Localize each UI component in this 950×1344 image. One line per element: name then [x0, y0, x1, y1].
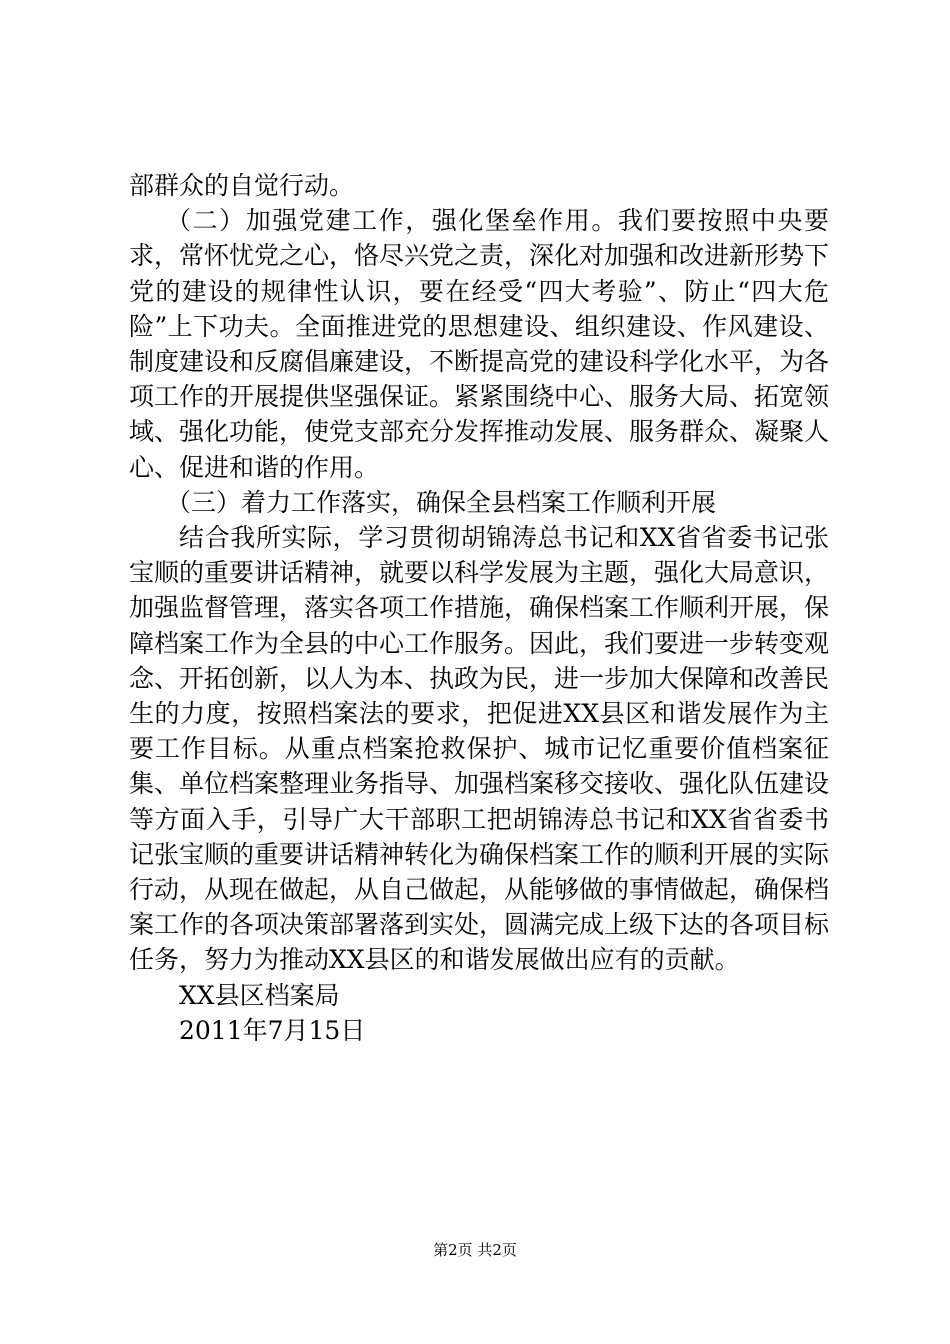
continuation-paragraph: 部群众的自觉行动。 [129, 171, 355, 200]
page-footer [0, 1240, 950, 1260]
signature-date: 2011年7月15日 [179, 1015, 366, 1045]
section-three-heading: （三）着力工作落实，确保全县档案工作顺利开展 [166, 487, 717, 517]
section-two-paragraph: （二）加强党建工作，强化堡垒作用。我们要按照中央要求，常怀忧党之心，恪尽兴党之责，深化对加强和改进新形势下党的建设的规律性认识，要在经受“四大考验”、防止“四大危险”上下功夫。全面推进党的思想建设、组织建设、作风建设、制度建设和反腐倡廉建设，不断提高党的建设科学化水平，为各项工作的开展提供坚强保证。紧紧围绕中心、服务大局、拓宽领域、强化功能，使党支部充分发挥推动发展、服务群众、凝聚人心、促进和谐的作用。 [129, 206, 830, 482]
signature-organization: XX县区档案局 [179, 980, 340, 1010]
section-three-paragraph: 结合我所实际，学习贯彻胡锦涛总书记和XX省省委书记张宝顺的重要讲话精神，就要以科学发展为主题，强化大局意识，加强监督管理，落实各项工作措施，确保档案工作顺利开展，保障档案工作为全县的中心工作服务。因此，我们要进一步转变观念、开拓创新，以人为本、执政为民，进一步加大保障和改善民生的力度，按照档案法的要求，把促进XX县区和谐发展作为主要工作目标。从重点档案抢救保护、城市记忆重要价值档案征集、单位档案整理业务指导、加强档案移交接收、强化队伍建设等方面入手，引导广大干部职工把胡锦涛总书记和XX省省委书记张宝顺的重要讲话精神转化为确保档案工作的顺利开展的实际行动，从现在做起，从自己做起，从能够做的事情做起，确保档案工作的各项决策部署落到实处，圆满完成上级下达的各项目标任务，努力为推动XX县区的和谐发展做出应有的贡献。 [129, 523, 830, 975]
document-body [129, 168, 829, 1048]
page-number-indicator: 第2页 共2页 [433, 1241, 517, 1259]
